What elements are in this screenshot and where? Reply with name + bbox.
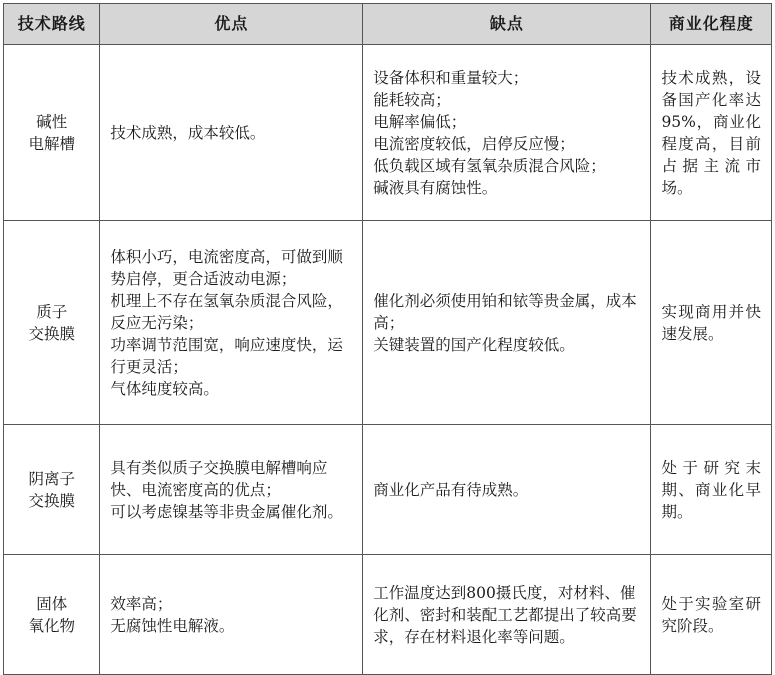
commercialization-cell: 处于实验室研究阶段。 <box>651 555 772 675</box>
cons-cell <box>363 221 651 425</box>
header-row <box>4 4 772 45</box>
commercialization-cell: 技术成熟，设备国产化率达95%，商业化程度高，目前占据主流市场。 <box>651 45 772 221</box>
table-header <box>4 4 772 45</box>
table-row <box>4 221 772 425</box>
header-commercialization: 商业化程度 <box>651 4 772 45</box>
route-name-line: 阴离子 <box>28 469 75 488</box>
pros-item: 可以考虑镍基等非贵金属催化剂。 <box>110 502 343 521</box>
cons-cell <box>363 425 651 555</box>
pros-item: 体积小巧，电流密度高，可做到顺势启停，更合适波动电源； <box>110 247 343 288</box>
cons-cell <box>363 555 651 675</box>
commercialization-cell: 处于研究末期、商业化早期。 <box>651 425 772 555</box>
route-name-line: 固体 <box>36 594 68 613</box>
route-name-line: 交换膜 <box>28 324 75 343</box>
route-cell <box>4 425 100 555</box>
cons-item: 关键装置的国产化程度较低。 <box>373 335 575 354</box>
pros-cell <box>100 221 363 425</box>
cons-item: 催化剂必须使用铂和铱等贵金属，成本高； <box>373 291 637 332</box>
comparison-table <box>3 3 772 675</box>
header-pros: 优点 <box>100 4 363 45</box>
pros-item: 机理上不存在氢氧杂质混合风险，反应无污染； <box>110 291 343 332</box>
pros-item: 具有类似质子交换膜电解槽响应快、电流密度高的优点； <box>110 458 328 499</box>
table-body <box>4 45 772 675</box>
cons-item: 电流密度较低，启停反应慢； <box>373 134 575 153</box>
cons-item: 电解率偏低； <box>373 112 467 131</box>
route-name-line: 碱性 <box>36 112 68 131</box>
commercialization-cell: 实现商用并快速发展。 <box>651 221 772 425</box>
pros-cell <box>100 425 363 555</box>
cons-item: 商业化产品有待成熟。 <box>373 480 529 499</box>
pros-cell <box>100 555 363 675</box>
table-row <box>4 425 772 555</box>
route-cell <box>4 45 100 221</box>
pros-item: 无腐蚀性电解液。 <box>110 616 235 635</box>
cons-item: 能耗较高； <box>373 90 451 109</box>
cons-cell <box>363 45 651 221</box>
route-name-line: 质子 <box>36 302 68 321</box>
pros-item: 功率调节范围宽，响应速度快，运行更灵活； <box>110 335 343 376</box>
table-row <box>4 555 772 675</box>
cons-item: 设备体积和重量较大； <box>373 68 529 87</box>
route-name-line: 交换膜 <box>28 491 75 510</box>
table-row <box>4 45 772 221</box>
pros-cell <box>100 45 363 221</box>
route-cell <box>4 221 100 425</box>
header-cons: 缺点 <box>363 4 651 45</box>
route-name-line: 氧化物 <box>28 616 75 635</box>
header-route: 技术路线 <box>4 4 100 45</box>
cons-item: 工作温度达到800摄氏度，对材料、催化剂、密封和装配工艺都提出了较高要求，存在材料退化率等问题。 <box>373 583 637 646</box>
cons-item: 碱液具有腐蚀性。 <box>373 178 498 197</box>
pros-item: 气体纯度较高。 <box>110 379 219 398</box>
pros-item: 效率高； <box>110 594 173 613</box>
pros-item: 技术成熟，成本较低。 <box>110 123 266 142</box>
route-name-line: 电解槽 <box>28 134 75 153</box>
cons-item: 低负载区域有氢氧杂质混合风险； <box>373 156 606 175</box>
route-cell <box>4 555 100 675</box>
